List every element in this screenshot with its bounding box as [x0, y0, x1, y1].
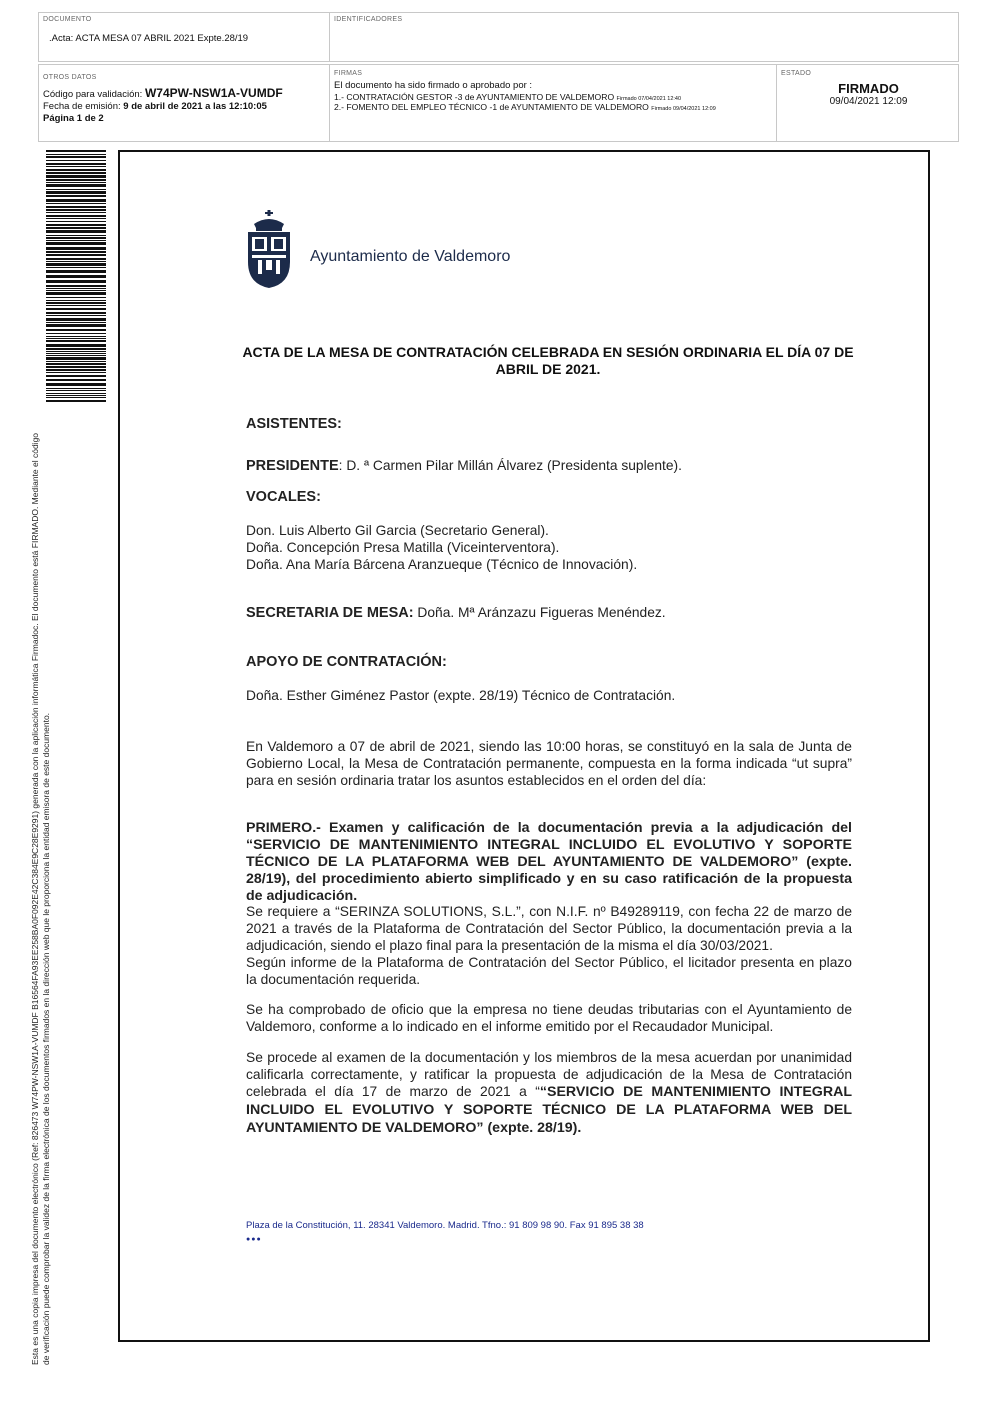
- barcode-bar: [46, 156, 106, 158]
- vocales-heading: VOCALES:: [246, 489, 321, 505]
- logo-text: Ayuntamiento de Valdemoro: [310, 248, 511, 265]
- secretaria-label: SECRETARIA DE MESA:: [246, 605, 414, 621]
- barcode-bar: [46, 357, 106, 360]
- barcode-bar: [46, 275, 106, 278]
- barcode-bar: [46, 163, 106, 165]
- barcode-bar: [46, 300, 106, 301]
- barcode-bar: [46, 172, 106, 174]
- barcode-bar: [46, 351, 106, 352]
- fecha-label: Fecha de emisión:: [43, 101, 124, 112]
- firma-1-text: 1.- CONTRATACIÓN GESTOR -3 de AYUNTAMIENTO DE VALDEMORO: [334, 92, 615, 102]
- barcode-bar: [46, 215, 106, 217]
- barcode-bar: [46, 348, 106, 350]
- barcode-bar: [46, 379, 106, 381]
- requerimiento-paragraph: [246, 903, 852, 988]
- secretaria-line: [246, 604, 852, 622]
- vocales-list: [246, 522, 852, 573]
- barcode-bar: [46, 369, 106, 371]
- barcode-bar: [46, 280, 106, 283]
- barcode-bar: [46, 390, 106, 391]
- barcode-bar: [46, 235, 106, 236]
- barcode-bar: [46, 247, 106, 250]
- barcode-bar: [46, 353, 106, 354]
- fecha-value: 9 de abril de 2021 a las 12:10:05: [123, 101, 267, 112]
- barcode-bar: [46, 363, 106, 365]
- barcode-bar: [46, 383, 106, 386]
- barcode-bar: [46, 372, 106, 373]
- intro-paragraph: En Valdemoro a 07 de abril de 2021, siendo las 10:00 horas, se constituyó en la sala de Junta de Gobierno Local, la Mesa de Contratación permanente, compuesta en la forma indicada “ut supra” para en sesión ordinaria tratar los asuntos establecidos en el orden del día:: [246, 739, 852, 788]
- barcode-bar: [46, 315, 106, 316]
- barcode-bar: [46, 324, 106, 327]
- barcode-bar: [46, 375, 106, 377]
- estado-label: ESTADO: [781, 70, 812, 77]
- firmas-intro: El documento ha sido firmado o aprobado por :: [334, 80, 533, 91]
- barcode-bar: [46, 285, 106, 287]
- barcode-bar: [46, 355, 106, 356]
- deudas-paragraph: Se ha comprobado de oficio que la empresa no tiene deudas tributarias con el Ayuntamiento de Valdemoro, conforme a lo indicado en el informe emitido por el Recaudador Municipal.: [246, 1002, 852, 1034]
- barcode-bar: [46, 366, 106, 368]
- barcode-bar: [46, 297, 106, 298]
- barcode-bar: [46, 195, 106, 197]
- estado-value: FIRMADO: [838, 81, 899, 96]
- barcode-bar: [46, 224, 106, 226]
- barcode-bar: [46, 290, 106, 291]
- pagina-number: Página 1 de 2: [43, 113, 104, 124]
- barcode-bar: [46, 166, 106, 167]
- barcode-bar: [46, 191, 106, 194]
- barcode-bar: [46, 218, 106, 219]
- barcode-bar: [46, 400, 106, 402]
- barcode-bar: [46, 340, 106, 342]
- otros-datos-box: [38, 64, 330, 142]
- barcode-bar: [46, 230, 106, 233]
- barcode-bar: [46, 338, 106, 339]
- vocal-item: Don. Luis Alberto Gil Garcia (Secretario General).: [246, 523, 549, 538]
- footer-address: Plaza de la Constitución, 11. 28341 Valdemoro. Madrid. Tfno.: 91 809 98 90. Fax 91 895 38 38: [246, 1220, 644, 1231]
- apoyo-value: Doña. Esther Giménez Pastor (expte. 28/19) Técnico de Contratación.: [246, 688, 676, 703]
- barcode-bar: [46, 258, 106, 260]
- barcode-bar: [46, 175, 106, 178]
- primero-paragraph: PRIMERO.- Examen y calificación de la documentación previa a la adjudicación del “SERVICIO DE MANTENIMIENTO INTEGRAL INCLUIDO EL EVOLUTIVO Y SOPORTE TÉCNICO DE LA PLATAFORMA WEB DEL AYUNTAMIENTO DE VALDEMORO” (expte. 28/19), del procedimiento abierto simplificado y en su caso ratificación de la propuesta de adjudicación.: [246, 820, 852, 904]
- firmas-box: [329, 64, 777, 142]
- barcode-bar: [46, 393, 106, 394]
- title-line-2: ABRIL DE 2021.: [495, 361, 601, 377]
- footer-dots: ●●●: [246, 1236, 262, 1243]
- informe-text: Según informe de la Plataforma de Contratación del Sector Público, el licitador presenta en plazo la documentación requerida.: [246, 955, 852, 987]
- barcode-bar: [46, 261, 106, 262]
- secretaria-value: Doña. Mª Aránzazu Figueras Menéndez.: [413, 605, 666, 620]
- otros-datos-label: OTROS DATOS: [43, 74, 97, 81]
- documento-name: ACTA MESA 07 ABRIL 2021 Expte.28/19: [75, 33, 249, 44]
- documento-value: [49, 33, 248, 45]
- document-title: [238, 344, 858, 378]
- barcode-bar: [46, 150, 106, 152]
- barcode-bar: [46, 322, 106, 323]
- document-page: [118, 150, 930, 1342]
- documento-prefix: .Acta:: [49, 33, 76, 44]
- firma-2-date: Firmado 09/04/2021 12:09: [651, 106, 716, 112]
- acuerdo-paragraph: [246, 1049, 852, 1137]
- firmas-label: FIRMAS: [334, 70, 363, 77]
- barcode-bar: [46, 179, 106, 181]
- barcode-bar: [46, 395, 106, 396]
- barcode-bar: [46, 184, 106, 187]
- barcode-bar: [46, 154, 106, 155]
- estado-date: 09/04/2021 12:09: [829, 96, 908, 107]
- codigo-label: Código para validación:: [43, 89, 145, 100]
- identificadores-box: [329, 12, 959, 62]
- barcode-bar: [46, 318, 106, 321]
- title-line-1: ACTA DE LA MESA DE CONTRATACIÓN CELEBRADA EN SESIÓN ORDINARIA EL DÍA 07 DE: [242, 344, 854, 360]
- acuerdo-servicio: “SERVICIO DE MANTENIMIENTO INTEGRAL INCLUIDO EL EVOLUTIVO Y SOPORTE TÉCNICO DE LA PLATAFORMA WEB DEL AYUNTAMIENTO DE VALDEMORO” (expte. 28/19).: [246, 1084, 852, 1136]
- identificadores-label: IDENTIFICADORES: [334, 16, 403, 23]
- barcode-bar: [46, 270, 106, 273]
- estado-box: [776, 64, 959, 142]
- fecha-emision: [43, 101, 267, 113]
- barcode: [46, 150, 106, 402]
- barcode-bar: [46, 160, 106, 161]
- side-verification-note: Esta es una copia impresa del documento electrónico (Ref: 826473 W74PW-NSW1A-VUMDF B16564FA93EE258BA0F092E42C384E9C28E9291) generada con la aplicación informática Firmadoc. El documento está FIRMADO. Mediante el código de verificación puede comprobar la validez de la firma electrónica de los documentos firmados en la dirección web que le proporciona la entidad emisora de este documento.: [30, 432, 51, 1365]
- coat-of-arms-logo: [244, 210, 294, 290]
- barcode-bar: [46, 209, 106, 211]
- barcode-bar: [46, 227, 106, 229]
- barcode-bar: [46, 254, 106, 256]
- barcode-bar: [46, 237, 106, 239]
- asistentes-heading: ASISTENTES:: [246, 416, 342, 432]
- barcode-bar: [46, 267, 106, 268]
- barcode-bar: [46, 263, 106, 266]
- barcode-bar: [46, 333, 106, 334]
- codigo-value: W74PW-NSW1A-VUMDF: [144, 86, 283, 100]
- apoyo-heading: APOYO DE CONTRATACIÓN:: [246, 654, 447, 670]
- barcode-bar: [46, 169, 106, 171]
- barcode-bar: [46, 329, 106, 331]
- presidente-value: : D. ª Carmen Pilar Millán Álvarez (Presidenta suplente).: [338, 458, 682, 473]
- barcode-bar: [46, 251, 106, 253]
- barcode-bar: [46, 240, 106, 241]
- presidente-label: PRESIDENTE: [246, 458, 339, 474]
- barcode-bar: [46, 203, 106, 204]
- vocal-item: Doña. Concepción Presa Matilla (Viceinterventora).: [246, 540, 560, 555]
- barcode-bar: [46, 302, 106, 304]
- barcode-bar: [46, 336, 106, 337]
- barcode-bar: [46, 288, 106, 289]
- document-box: [38, 12, 330, 62]
- codigo-validacion: [43, 87, 283, 101]
- acuerdo-text: Se procede al examen de la documentación y los miembros de la mesa acuerdan por unanimidad calificarla correctamente, y ratificar la propuesta de adjudicación de la Mesa de Contratación celebrada el día 17 de marzo de 2021 a “: [246, 1050, 852, 1099]
- firma-2: [334, 103, 774, 114]
- barcode-bar: [46, 242, 106, 245]
- barcode-bar: [46, 199, 106, 202]
- barcode-bar: [46, 344, 106, 347]
- barcode-bar: [46, 312, 106, 314]
- barcode-bar: [46, 308, 106, 310]
- vocal-item: Doña. Ana María Bárcena Aranzueque (Técnico de Innovación).: [246, 557, 638, 572]
- firma-1-date: Firmado 07/04/2021 12:40: [616, 96, 682, 102]
- presidente-line: [246, 457, 852, 475]
- barcode-bar: [46, 212, 106, 213]
- barcode-bar: [46, 221, 106, 222]
- barcode-bar: [46, 361, 106, 362]
- barcode-bar: [46, 182, 106, 183]
- barcode-bar: [46, 292, 106, 295]
- firma-2-text: 2.- FOMENTO DEL EMPLEO TÉCNICO -1 de AYUNTAMIENTO DE VALDEMORO: [334, 102, 649, 112]
- barcode-bar: [46, 305, 106, 306]
- barcode-bar: [46, 206, 106, 208]
- barcode-bar: [46, 388, 106, 389]
- barcode-bar: [46, 397, 106, 398]
- barcode-bar: [46, 189, 106, 190]
- documento-label: DOCUMENTO: [43, 16, 92, 23]
- requerimiento-text: Se requiere a “SERINZA SOLUTIONS, S.L.”, con N.I.F. nº B49289119, con fecha 22 de marzo de 2021 a través de la Plataforma de Contratación del Sector Público, la documentación previa a la adjudicación, siendo el plazo final para la presentación de la misma el día 30/03/2021.: [246, 904, 852, 953]
